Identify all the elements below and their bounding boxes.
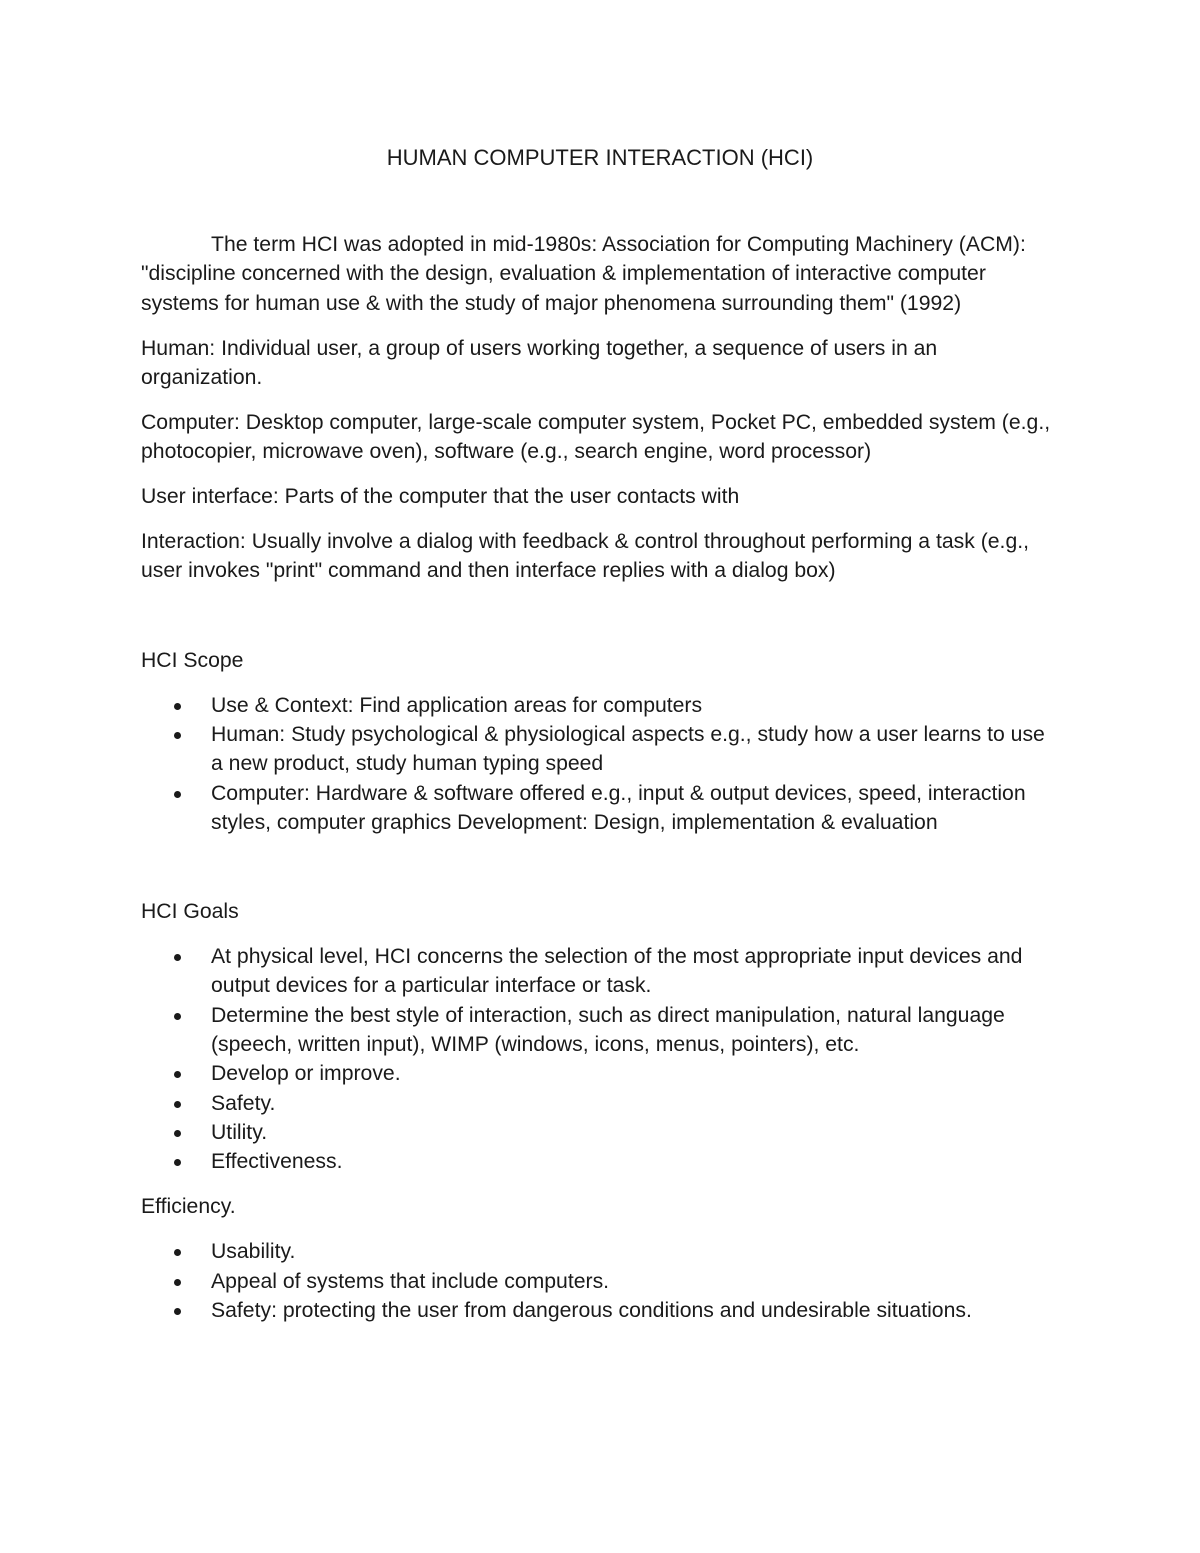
section-heading: Efficiency. <box>141 1195 236 1219</box>
intro-paragraph: The term HCI was adopted in mid-1980s: Association for Computing Machinery (ACM): "discipline concerned with the design, evaluation & implementation of interactive computer systems for human use & with the study of major phenomena surrounding them" (1992) <box>141 233 1026 315</box>
list-item: Effectiveness. <box>141 1147 1061 1176</box>
section-efficiency <box>141 1192 1061 1325</box>
list-item: Appeal of systems that include computers. <box>141 1267 1061 1296</box>
definition-human: Human: Individual user, a group of users working together, a sequence of users in an organization. <box>141 336 938 389</box>
list-item: Safety. <box>141 1089 1061 1118</box>
document-title: HUMAN COMPUTER INTERACTION (HCI) <box>386 145 814 170</box>
definition-interaction: Interaction: Usually involve a dialog with feedback & control throughout performing a task (e.g., user invokes "print" command and then interface replies with a dialog box) <box>141 530 1030 583</box>
list-item: Human: Study psychological & physiological aspects e.g., study how a user learns to use a new product, study human typing speed <box>141 720 1061 779</box>
list-item: Develop or improve. <box>141 1059 1061 1088</box>
efficiency-list <box>141 1237 1061 1325</box>
definition-computer: Computer: Desktop computer, large-scale computer system, Pocket PC, embedded system (e.g., photocopier, microwave oven), software (e.g., search engine, word processor) <box>141 410 1051 464</box>
scope-list <box>141 691 1061 837</box>
definition-user-interface: User interface: Parts of the computer that the user contacts with <box>141 485 740 509</box>
list-item: Use & Context: Find application areas for computers <box>141 691 1061 720</box>
list-item: Determine the best style of interaction, such as direct manipulation, natural language (speech, written input), WIMP (windows, icons, menus, pointers), etc. <box>141 1001 1061 1060</box>
goals-list <box>141 942 1061 1176</box>
list-item: Computer: Hardware & software offered e.g., input & output devices, speed, interaction styles, computer graphics Development: Design, implementation & evaluation <box>141 779 1061 838</box>
section-hci-scope <box>141 646 1061 837</box>
section-heading: HCI Goals <box>141 900 239 924</box>
section-hci-goals <box>141 897 1061 1176</box>
list-item: Safety: protecting the user from dangerous conditions and undesirable situations. <box>141 1296 1061 1325</box>
list-item: Utility. <box>141 1118 1061 1147</box>
document-body <box>141 230 1061 1325</box>
list-item: Usability. <box>141 1237 1061 1266</box>
section-heading: HCI Scope <box>141 648 244 672</box>
list-item: At physical level, HCI concerns the selection of the most appropriate input devices and output devices for a particular interface or task. <box>141 942 1061 1001</box>
